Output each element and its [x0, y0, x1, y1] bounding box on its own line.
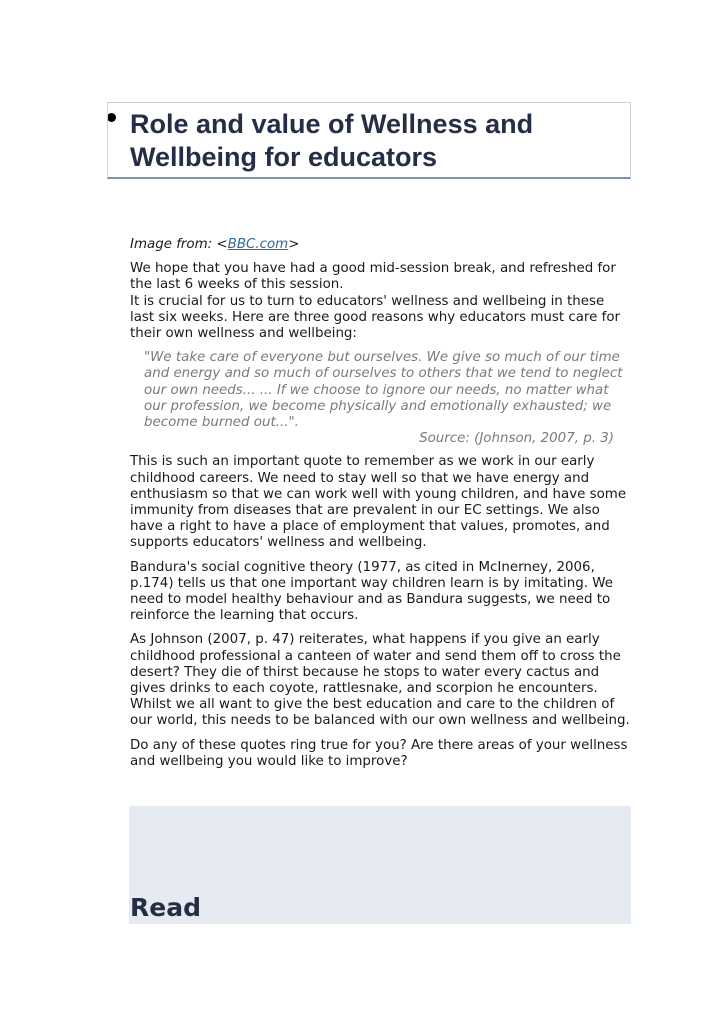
quote-text: "We take care of everyone but ourselves. We give so much of our time and energy and so much of ourselves to others that we tend to neglect our own needs... ... If we choose to ignore our needs, no matter what our profession, we become physically and emotionally exhausted; we become burned out...". — [144, 350, 623, 431]
quote-source: Source: (Johnson, 2007, p. 3) — [419, 431, 614, 447]
article-body — [130, 237, 632, 778]
image-credit-prefix: Image from: < — [130, 237, 228, 252]
page-title: Role and value of Wellness and Wellbeing for educators — [130, 109, 534, 172]
blockquote — [144, 350, 632, 447]
intro-line-2: It is crucial for us to turn to educators' wellness and wellbeing in these last six weeks. Here are three good reasons why educators must care for their own wellness and wellbeing: — [130, 293, 621, 342]
intro-line-1: We hope that you have had a good mid-session break, and refreshed for the last 6 weeks of this session. — [130, 261, 616, 293]
image-credit — [130, 237, 632, 253]
image-credit-suffix: > — [288, 237, 300, 252]
intro-paragraph — [130, 261, 632, 342]
read-section-box — [129, 806, 631, 924]
paragraph-johnson: As Johnson (2007, p. 47) reiterates, what happens if you give an early childhood professional a canteen of water and send them off to cross the desert? They die of thirst because he stops to water every cactus and gives drinks to each coyote, rattlesnake, and scorpion he encounters. Whilst we all want to give the best education and care to the children of our world, this needs to be balanced with our own wellness and wellbeing. — [130, 632, 630, 729]
read-section-title: Read — [130, 893, 201, 922]
paragraph-question: Do any of these quotes ring true for you? Are there areas of your wellness and wellbeing you would like to improve? — [130, 737, 628, 769]
paragraph-bandura: Bandura's social cognitive theory (1977, as cited in McInerney, 2006, p.174) tells us that one important way children learn is by imitating. We need to model healthy behaviour and as Bandura suggests, we need to reinforce the learning that occurs. — [130, 559, 613, 624]
paragraph-quote-reflection: This is such an important quote to remember as we work in our early childhood careers. We need to stay well so that we have energy and enthusiasm so that we can work well with young children, and have some immunity from diseases that are prevalent in our EC settings. We also have a right to have a place of employment that values, promotes, and supports educators' wellness and wellbeing. — [130, 454, 627, 551]
bbc-link[interactable]: BBC.com — [227, 237, 289, 252]
